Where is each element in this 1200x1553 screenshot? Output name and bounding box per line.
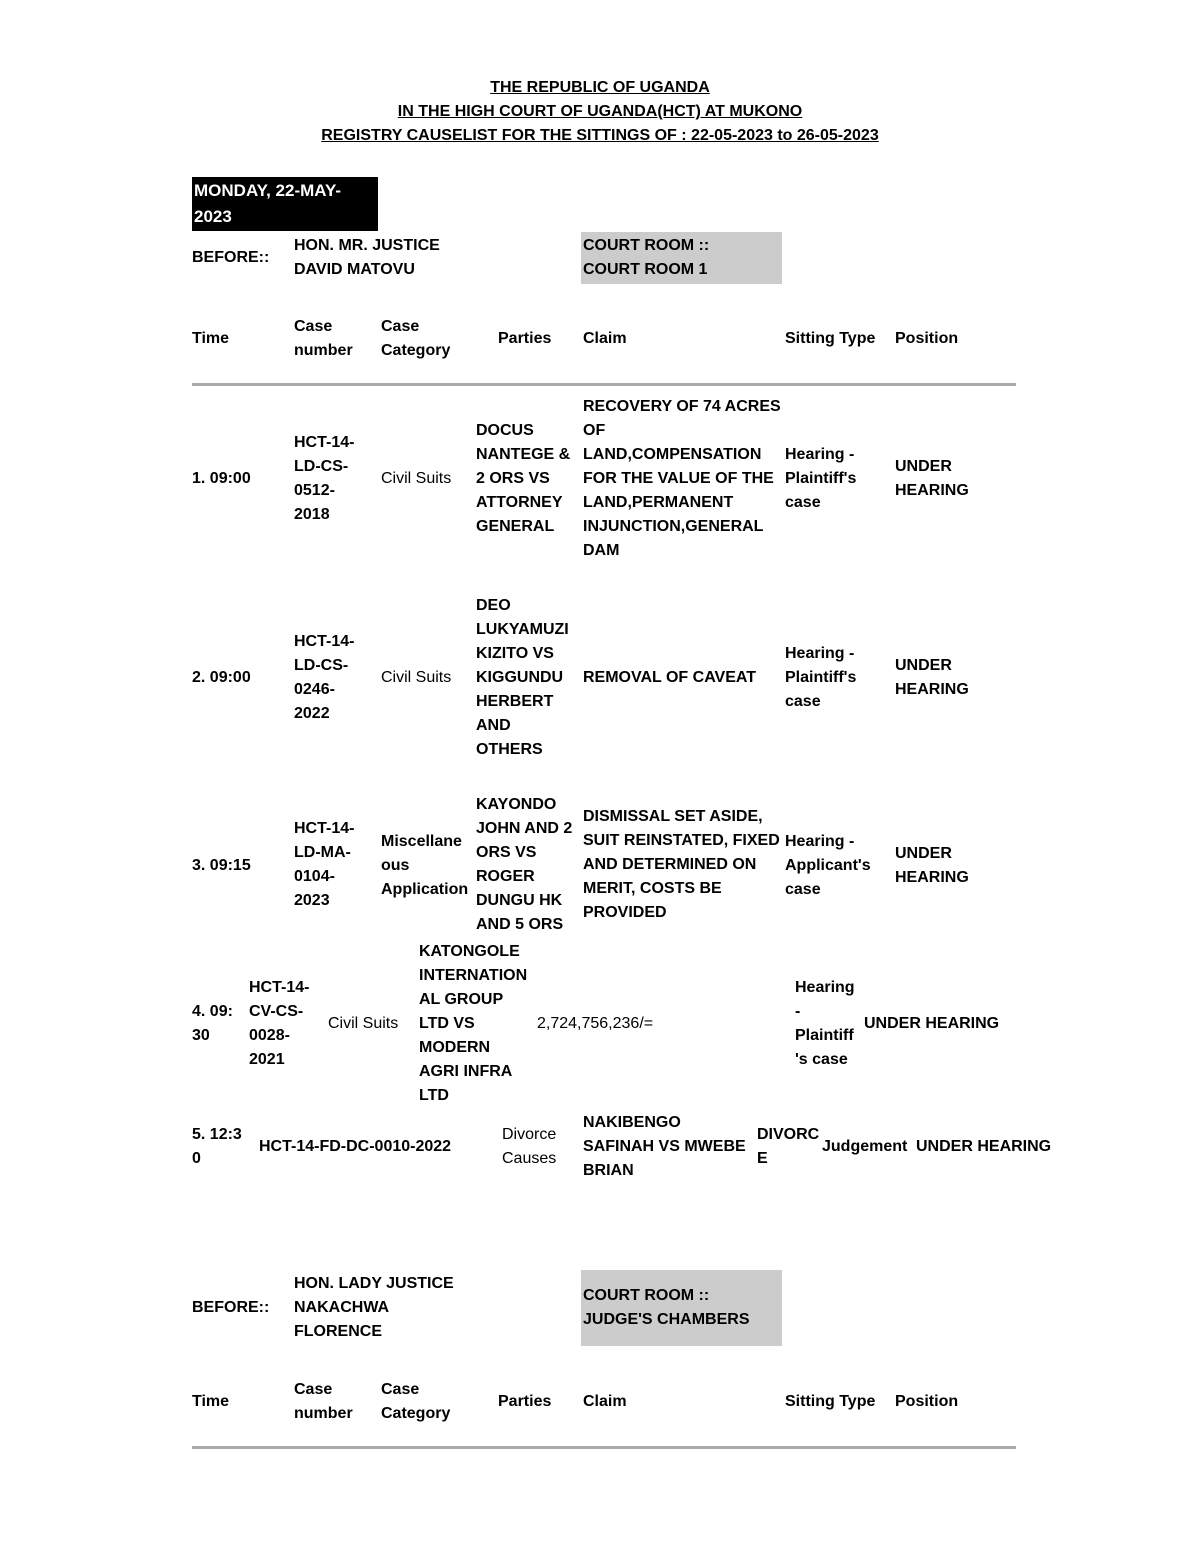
court-room-box: COURT ROOM :: COURT ROOM 1: [581, 232, 782, 284]
court-name: IN THE HIGH COURT OF UGANDA(HCT) AT MUKONO: [397, 103, 803, 120]
col-claim: Claim: [583, 330, 627, 347]
col-case-category: Case Category: [381, 318, 451, 359]
row-parties: DEO LUKYAMUZI KIZITO VS KIGGUNDU HERBERT AND OTHERS: [476, 597, 569, 758]
row-sitting-type: Hearing - Plaintiff 's case: [795, 979, 855, 1068]
row-claim: RECOVERY OF 74 ACRES OF LAND,COMPENSATION FOR THE VALUE OF THE LAND,PERMANENT INJUNCTION,GENERAL DAM: [583, 398, 781, 559]
col-time: Time: [192, 330, 230, 347]
row-category: Civil Suits: [381, 669, 452, 686]
col-sitting-type: Sitting Type: [785, 330, 876, 347]
row-time: 1. 09:00: [192, 470, 251, 487]
row-category: Civil Suits: [328, 1015, 399, 1032]
row-sitting-type: Hearing - Plaintiff's case: [785, 446, 857, 511]
col-claim: Claim: [583, 1393, 627, 1410]
col-parties: Parties: [498, 1393, 552, 1410]
row-position: UNDER HEARING: [895, 845, 969, 886]
row-position: UNDER HEARING: [916, 1138, 1052, 1155]
row-parties: KATONGOLE INTERNATION AL GROUP LTD VS MODERN AGRI INFRA LTD: [419, 943, 528, 1104]
row-time: 3. 09:15: [192, 857, 251, 874]
header-divider: [192, 383, 1016, 386]
row-position: UNDER HEARING: [895, 657, 969, 698]
row-position: UNDER HEARING: [864, 1015, 1000, 1032]
header-divider-2: [192, 1446, 1016, 1449]
document-title: THE REPUBLIC OF UGANDA: [490, 79, 710, 96]
col-position: Position: [895, 1393, 959, 1410]
row-parties: KAYONDO JOHN AND 2 ORS VS ROGER DUNGU HK AND 5 ORS: [476, 796, 573, 933]
col-time: Time: [192, 1393, 230, 1410]
row-position: UNDER HEARING: [895, 458, 969, 499]
judge-name-2: HON. LADY JUSTICE NAKACHWA FLORENCE: [294, 1275, 454, 1340]
row-category: Civil Suits: [381, 470, 452, 487]
row-sitting-type: Hearing - Applicant's case: [785, 833, 871, 898]
row-parties: NAKIBENGO SAFINAH VS MWEBE BRIAN: [583, 1114, 746, 1179]
row-category: Miscellane ous Application: [381, 833, 469, 898]
row-category: Divorce Causes: [502, 1126, 557, 1167]
row-time: 5. 12:3 0: [192, 1126, 242, 1167]
row-claim: DISMISSAL SET ASIDE, SUIT REINSTATED, FIXED AND DETERMINED ON MERIT, COSTS BE PROVIDED: [583, 808, 780, 921]
row-claim: 2,724,756,236/=: [537, 1015, 654, 1032]
row-case-number: HCT-14-FD-DC-0010-2022: [259, 1138, 452, 1155]
col-case-number: Case number: [294, 1381, 353, 1422]
col-sitting-type: Sitting Type: [785, 1393, 876, 1410]
judge-name: HON. MR. JUSTICE DAVID MATOVU: [294, 237, 440, 278]
row-sitting-type: Judgement: [822, 1138, 908, 1155]
row-time: 4. 09: 30: [192, 1003, 233, 1044]
causelist-period: REGISTRY CAUSELIST FOR THE SITTINGS OF : 22-05-2023 to 26-05-2023: [321, 127, 879, 144]
before-label: BEFORE::: [192, 249, 270, 266]
day-label: MONDAY, 22-MAY- 2023: [192, 177, 378, 231]
row-claim: DIVORC E: [757, 1126, 820, 1167]
row-case-number: HCT-14- LD-CS- 0512- 2018: [294, 434, 355, 523]
row-case-number: HCT-14- CV-CS- 0028- 2021: [249, 979, 310, 1068]
row-time: 2. 09:00: [192, 669, 251, 686]
col-case-category: Case Category: [381, 1381, 451, 1422]
court-room-box-2: COURT ROOM :: JUDGE'S CHAMBERS: [581, 1270, 782, 1346]
col-position: Position: [895, 330, 959, 347]
row-claim: REMOVAL OF CAVEAT: [583, 669, 757, 686]
row-case-number: HCT-14- LD-MA- 0104- 2023: [294, 820, 355, 909]
before-label-2: BEFORE::: [192, 1299, 270, 1316]
col-case-number: Case number: [294, 318, 353, 359]
row-sitting-type: Hearing - Plaintiff's case: [785, 645, 857, 710]
col-parties: Parties: [498, 330, 552, 347]
row-parties: DOCUS NANTEGE & 2 ORS VS ATTORNEY GENERAL: [476, 422, 571, 535]
row-case-number: HCT-14- LD-CS- 0246- 2022: [294, 633, 355, 722]
